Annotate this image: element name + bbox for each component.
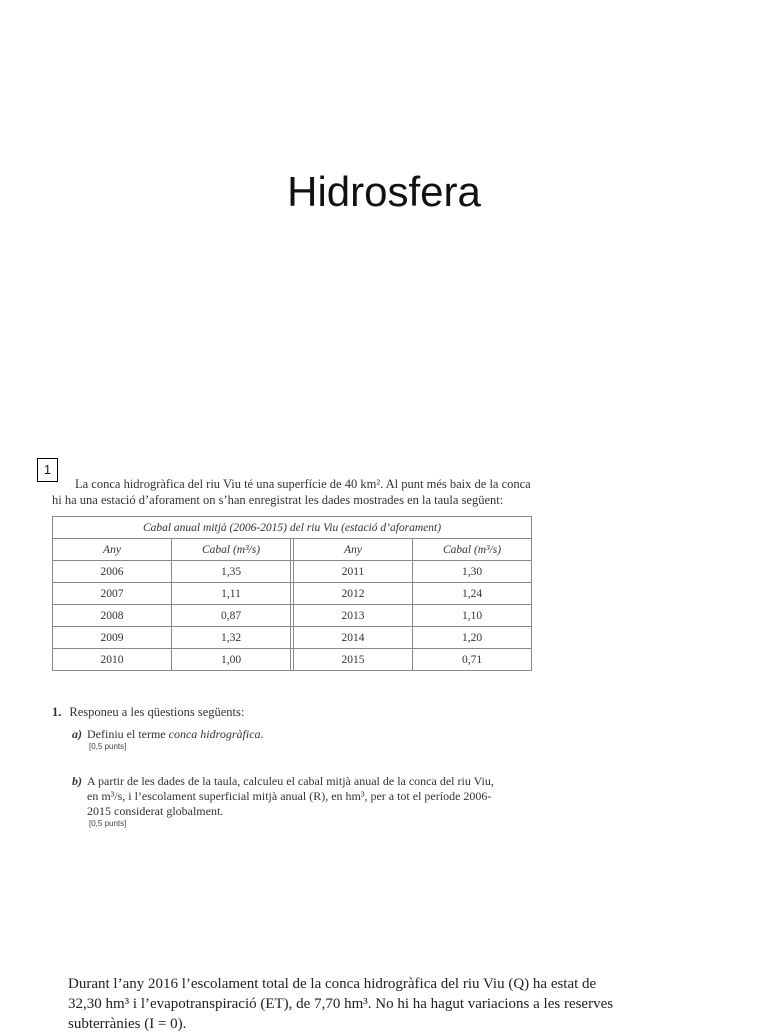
table-cell: 0,87 [172,605,291,627]
table-cell: 1,11 [172,583,291,605]
header-any-1: Any [53,539,172,561]
table-row [53,605,532,627]
table-cell: 2014 [294,627,413,649]
table-cell: 2015 [294,649,413,671]
question-a-text-suffix: . [260,727,264,741]
table-cell: 2008 [53,605,172,627]
questions-number: 1. [52,705,62,719]
table-cell: 1,24 [413,583,532,605]
question-a [72,727,264,752]
question-number-box: 1 [37,458,58,482]
table-cell: 1,00 [172,649,291,671]
question-b-line-2: en m³/s, i l’escolament superficial mitjà anual (R), en hm³, per a tot el període 2006- [87,789,492,803]
intro-line-1: La conca hidrogràfica del riu Viu té una superfície de 40 km². Al punt més baix de la conca [75,477,531,491]
table-cell: 2011 [294,561,413,583]
page-title: Hidrosfera [287,168,481,215]
paragraph-line-3: subterrànies (I = 0). [68,1016,187,1032]
table-header-row [53,539,532,561]
table-cell: 1,10 [413,605,532,627]
question-a-letter: a) [72,727,82,741]
table-cell: 2006 [53,561,172,583]
questions-heading [52,705,244,720]
question-a-term: conca hidrogràfica [168,727,261,741]
table-caption-row [53,517,532,539]
table-cell: 2007 [53,583,172,605]
intro-line-2: hi ha una estació d’aforament on s’han enregistrat les dades mostrades en la taula següent: [52,493,504,507]
table-cell: 2010 [53,649,172,671]
flow-data-table [52,516,532,671]
question-b-text [72,774,527,819]
table-caption: Cabal anual mitjà (2006-2015) del riu Viu (estació d’aforament) [53,517,532,539]
paragraph-line-2: 32,30 hm³ i l’evapotranspiració (ET), de 7,70 hm³. No hi ha hagut variacions a les reserves [68,996,614,1012]
table-cell: 1,20 [413,627,532,649]
question-intro [52,476,542,508]
table-row [53,649,532,671]
table-cell: 2013 [294,605,413,627]
question-b-line-3: 2015 considerat globalment. [87,804,224,818]
header-any-2: Any [294,539,413,561]
question-b-letter: b) [72,774,82,788]
table-cell: 1,32 [172,627,291,649]
question-a-points: [0,5 punts] [89,742,127,751]
table-cell: 1,30 [413,561,532,583]
header-cabal-2: Cabal (m³/s) [413,539,532,561]
table-row [53,583,532,605]
table-cell: 0,71 [413,649,532,671]
table-cell: 2009 [53,627,172,649]
question-b-line-1: A partir de les dades de la taula, calculeu el cabal mitjà anual de la conca del riu Viu, [87,774,494,788]
question-b-points: [0,5 punts] [89,819,127,828]
question-b [72,774,527,829]
table-cell: 2012 [294,583,413,605]
questions-instruction: Responeu a les qüestions següents: [69,705,245,719]
paragraph-line-1: Durant l’any 2016 l’escolament total de la conca hidrogràfica del riu Viu (Q) ha estat de [68,976,597,992]
header-cabal-1: Cabal (m³/s) [172,539,291,561]
table-row [53,561,532,583]
table-row [53,627,532,649]
paragraph-2016 [68,974,668,1034]
table-cell: 1,35 [172,561,291,583]
question-a-text-prefix: Definiu el terme [87,727,169,741]
